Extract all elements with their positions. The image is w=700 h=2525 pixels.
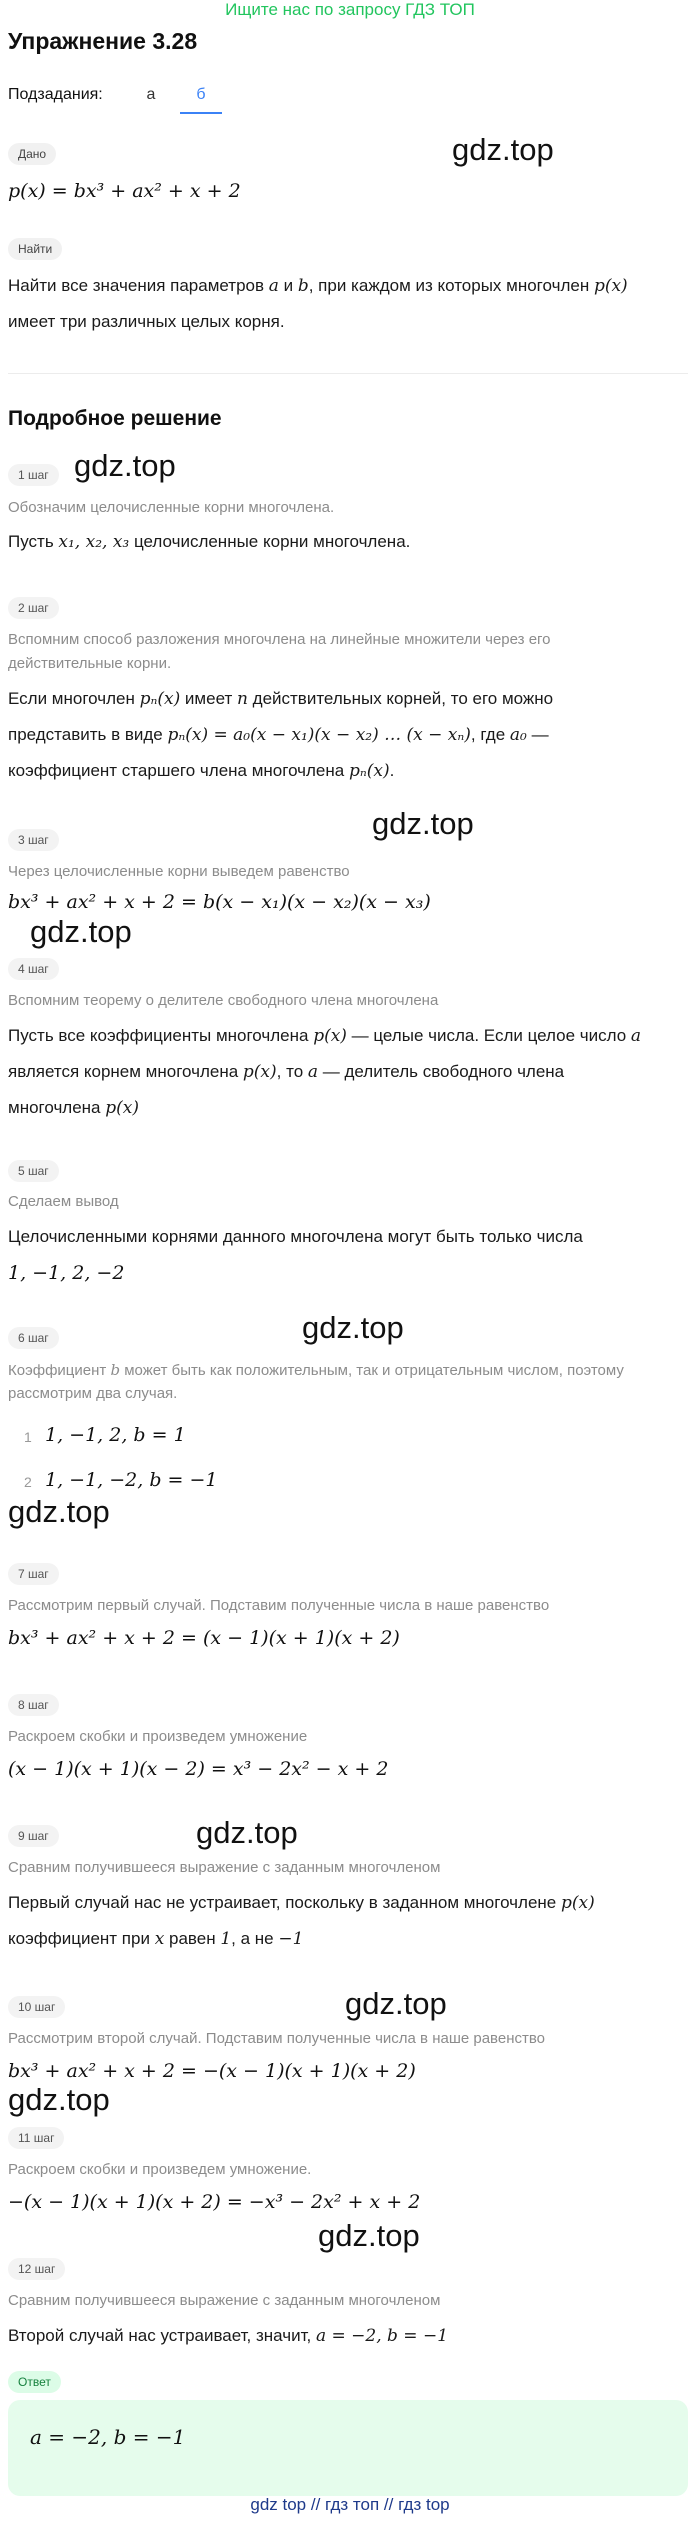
step-8-caption: Раскроем скобки и произведем умножение: [8, 1728, 308, 1745]
step-5-formula: 1, −1, 2, −2: [8, 1262, 125, 1284]
footer-link-3[interactable]: гдз top: [398, 2495, 450, 2514]
watermark: gdz.top: [345, 1986, 447, 2021]
step-6-caption-1: Коэффициент b может быть как положительным, так и отрицательным числом, поэтому: [8, 1361, 624, 1379]
step-7-caption: Рассмотрим первый случай. Подставим полученные числа в наше равенство: [8, 1597, 550, 1614]
step-2-caption-1: Вспомним способ разложения многочлена на линейные множители через его: [8, 631, 551, 648]
subtask-tab-a[interactable]: а: [146, 86, 156, 103]
step-9-badge: 9 шаг: [8, 1825, 59, 1847]
step-10-caption: Рассмотрим второй случай. Подставим полученные числа в наше равенство: [8, 2030, 545, 2047]
footer-separator: //: [306, 2495, 326, 2514]
footer-links: [0, 2495, 700, 2515]
step-2-line-1: Если многочлен pₙ(x) имеет n действительных корней, то его можно: [8, 689, 554, 709]
step-5-caption: Сделаем вывод: [8, 1193, 119, 1210]
watermark: gdz.top: [372, 806, 474, 841]
step-5-text: Целочисленными корнями данного многочлена могут быть только числа: [8, 1227, 583, 1246]
step-1-caption: Обозначим целочисленные корни многочлена.: [8, 499, 335, 516]
find-badge: Найти: [8, 238, 62, 260]
footer-separator: //: [379, 2495, 399, 2514]
answer-badge: Ответ: [8, 2371, 61, 2393]
step-7-formula: bx³ + ax² + x + 2 = (x − 1)(x + 1)(x + 2): [8, 1627, 400, 1649]
step-11-badge: 11 шаг: [8, 2127, 64, 2149]
top-banner: Ищите нас по запросу ГДЗ ТОП: [225, 0, 475, 19]
page-title: Упражнение 3.28: [8, 28, 198, 54]
list-number: 1: [24, 1429, 32, 1445]
find-line-1: Найти все значения параметров a и b, при каждом из которых многочлен p(x): [8, 276, 628, 296]
step-12-text: Второй случай нас устраивает, значит, a = −2, b = −1: [8, 2326, 449, 2346]
step-8-formula: (x − 1)(x + 1)(x − 2) = x³ − 2x² − x + 2: [8, 1758, 389, 1780]
step-5-badge: 5 шаг: [8, 1160, 59, 1182]
step-12-badge: 12 шаг: [8, 2258, 65, 2280]
section-divider: [8, 373, 688, 374]
watermark: gdz.top: [74, 448, 176, 483]
step-8-badge: 8 шаг: [8, 1694, 59, 1716]
step-6-badge: 6 шаг: [8, 1327, 59, 1349]
footer-link-1[interactable]: gdz top: [250, 2495, 307, 2514]
watermark: gdz.top: [452, 132, 554, 167]
step-11-caption: Раскроем скобки и произведем умножение.: [8, 2161, 312, 2178]
watermark: gdz.top: [8, 1494, 110, 1529]
step-2-line-2: представить в виде pₙ(x) = a₀(x − x₁)(x − x₂) … (x − xₙ), где a₀ —: [8, 725, 549, 745]
step-3-badge: 3 шаг: [8, 829, 59, 851]
step-2-line-3: коэффициент старшего члена многочлена pₙ(x).: [8, 761, 395, 781]
step-9-caption: Сравним получившееся выражение с заданным многочленом: [8, 1859, 441, 1876]
step-1-badge: 1 шаг: [8, 464, 59, 486]
case-1-formula: 1, −1, 2, b = 1: [45, 1424, 186, 1446]
step-3-caption: Через целочисленные корни выведем равенство: [8, 863, 350, 880]
list-number: 2: [24, 1474, 32, 1490]
find-line-2: имеет три различных целых корня.: [8, 312, 285, 331]
subtasks-label: Подзадания:: [8, 86, 103, 103]
answer-formula: a = −2, b = −1: [30, 2425, 186, 2449]
watermark: gdz.top: [30, 914, 132, 949]
step-11-formula: −(x − 1)(x + 1)(x + 2) = −x³ − 2x² + x + 2: [8, 2191, 421, 2213]
step-4-line-2: является корнем многочлена p(x), то a — делитель свободного члена: [8, 1062, 565, 1082]
step-1-text: Пусть x₁, x₂, x₃ целочисленные корни многочлена.: [8, 532, 411, 552]
step-9-line-1: Первый случай нас не устраивает, поскольку в заданном многочлене p(x): [8, 1893, 595, 1913]
step-4-line-3: многочлена p(x): [8, 1098, 139, 1118]
step-2-caption-2: действительные корни.: [8, 655, 172, 672]
subtask-tab-b[interactable]: б: [180, 80, 222, 114]
step-3-formula: bx³ + ax² + x + 2 = b(x − x₁)(x − x₂)(x − x₃): [8, 891, 431, 913]
watermark: gdz.top: [318, 2218, 420, 2253]
case-2-formula: 1, −1, −2, b = −1: [45, 1469, 218, 1491]
step-4-caption: Вспомним теорему о делителе свободного члена многочлена: [8, 992, 439, 1009]
step-4-line-1: Пусть все коэффициенты многочлена p(x) — целые числа. Если целое число a: [8, 1026, 642, 1046]
watermark: gdz.top: [8, 2082, 110, 2117]
step-12-caption: Сравним получившееся выражение с заданным многочленом: [8, 2292, 441, 2309]
step-4-badge: 4 шаг: [8, 958, 59, 980]
step-10-badge: 10 шаг: [8, 1996, 65, 2018]
given-formula: p(x) = bx³ + ax² + x + 2: [8, 180, 241, 202]
watermark: gdz.top: [196, 1815, 298, 1850]
given-badge: Дано: [8, 143, 56, 165]
watermark: gdz.top: [302, 1310, 404, 1345]
footer-link-2[interactable]: гдз топ: [325, 2495, 380, 2514]
solution-title: Подробное решение: [8, 407, 222, 430]
step-9-line-2: коэффициент при x равен 1, а не −1: [8, 1929, 304, 1949]
step-7-badge: 7 шаг: [8, 1563, 59, 1585]
step-6-caption-2: рассмотрим два случая.: [8, 1385, 178, 1402]
step-10-formula: bx³ + ax² + x + 2 = −(x − 1)(x + 1)(x + 2): [8, 2060, 416, 2082]
step-2-badge: 2 шаг: [8, 597, 59, 619]
